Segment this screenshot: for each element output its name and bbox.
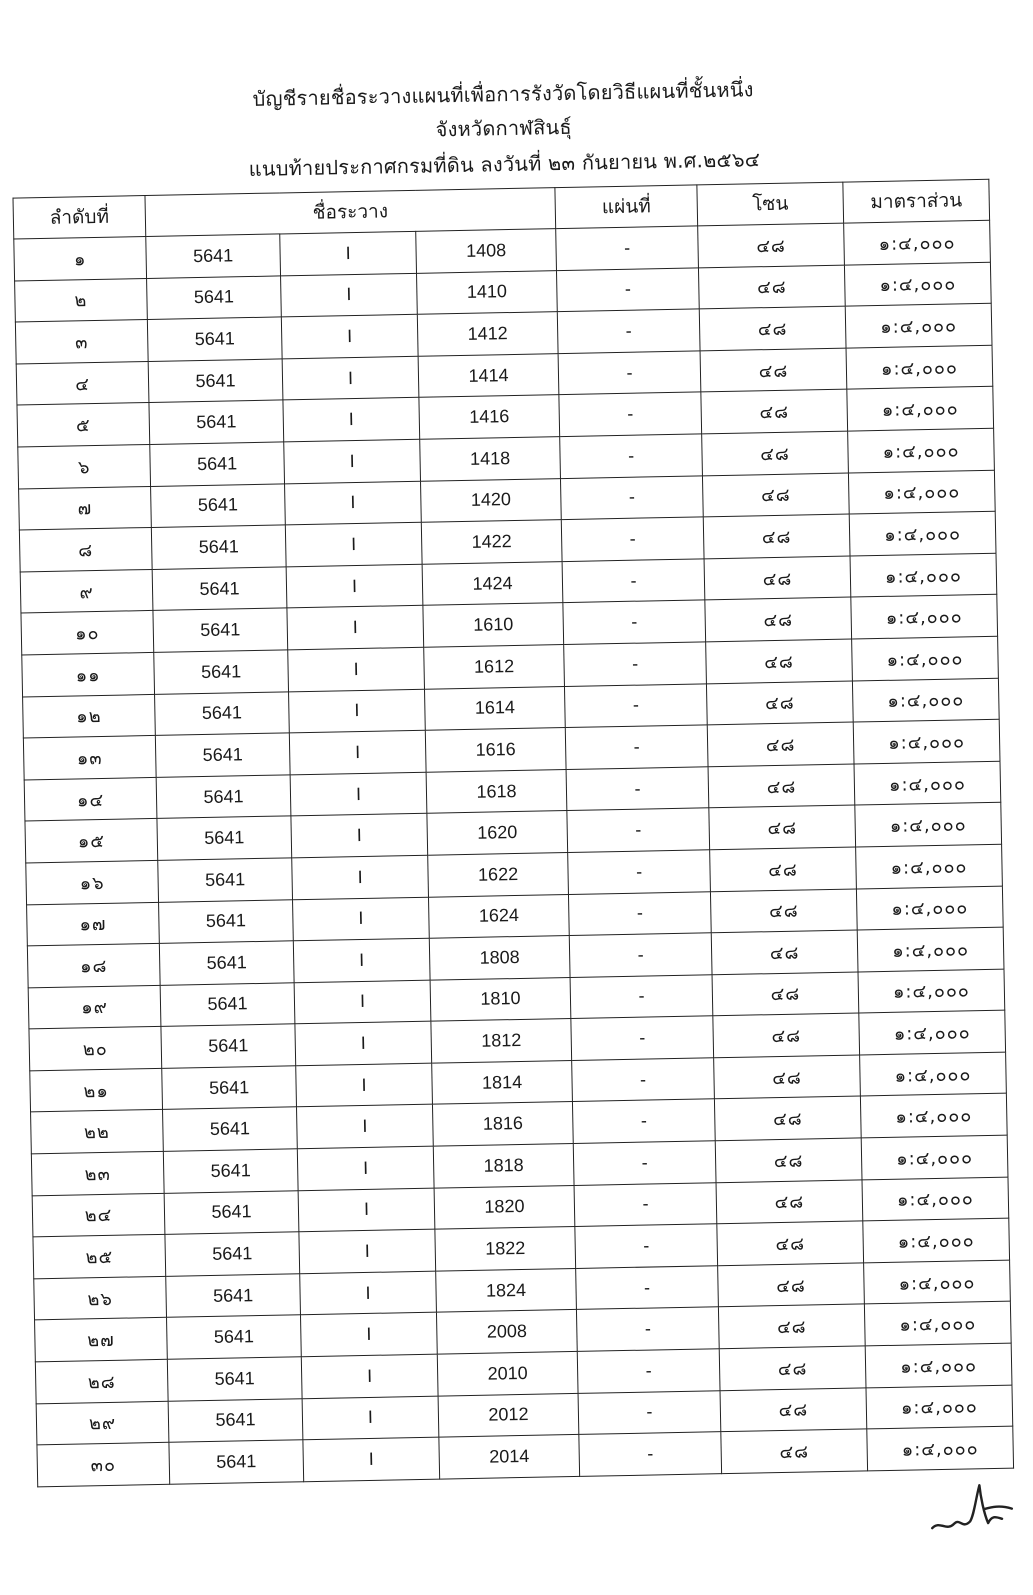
cell-sheet-part-a: 5641 bbox=[155, 733, 290, 777]
cell-map: - bbox=[570, 974, 713, 1018]
cell-map: - bbox=[563, 600, 706, 644]
cell-seq: ๕ bbox=[17, 403, 150, 447]
cell-sheet-part-a: 5641 bbox=[151, 525, 286, 569]
cell-zone: ๔๘ bbox=[713, 1013, 860, 1057]
cell-map: - bbox=[561, 517, 704, 561]
cell-sheet-part-c: 1408 bbox=[416, 229, 557, 273]
cell-sheet-part-a: 5641 bbox=[154, 650, 289, 694]
cell-sheet-part-b: I bbox=[284, 439, 421, 483]
cell-map: - bbox=[562, 559, 705, 603]
cell-seq: ๒๑ bbox=[30, 1068, 163, 1112]
cell-sheet-part-c: 1816 bbox=[432, 1102, 573, 1146]
cell-sheet-part-b: I bbox=[298, 1188, 435, 1232]
cell-sheet-part-b: I bbox=[297, 1146, 434, 1190]
header-map: แผ่นที่ bbox=[555, 185, 698, 229]
cell-scale: ๑:๔,๐๐๐ bbox=[863, 1218, 1010, 1262]
cell-zone: ๔๘ bbox=[720, 1388, 867, 1432]
cell-sheet-part-a: 5641 bbox=[168, 1398, 303, 1442]
document-title: บัญชีรายชื่อระวางแผนที่เพื่อการรังวัดโดยวิธีแผนที่ชั้นหนึ่ง bbox=[252, 77, 754, 111]
cell-sheet-part-b: I bbox=[299, 1229, 436, 1273]
cell-sheet-part-a: 5641 bbox=[153, 608, 288, 652]
cell-scale: ๑:๔,๐๐๐ bbox=[856, 844, 1003, 888]
cell-zone: ๔๘ bbox=[703, 514, 850, 558]
cell-sheet-part-a: 5641 bbox=[147, 276, 282, 320]
cell-seq: ๒๖ bbox=[34, 1276, 167, 1320]
cell-sheet-part-b: I bbox=[291, 814, 428, 858]
cell-sheet-part-a: 5641 bbox=[161, 1024, 296, 1068]
cell-zone: ๔๘ bbox=[707, 722, 854, 766]
cell-map: - bbox=[558, 351, 701, 395]
cell-scale: ๑:๔,๐๐๐ bbox=[850, 553, 997, 597]
cell-scale: ๑:๔,๐๐๐ bbox=[867, 1426, 1014, 1470]
cell-sheet-part-a: 5641 bbox=[152, 567, 287, 611]
cell-scale: ๑:๔,๐๐๐ bbox=[844, 220, 991, 264]
cell-seq: ๗ bbox=[19, 486, 152, 530]
cell-sheet-part-a: 5641 bbox=[155, 691, 290, 735]
cell-sheet-part-b: I bbox=[295, 1021, 432, 1065]
cell-seq: ๓๐ bbox=[37, 1443, 170, 1487]
cell-scale: ๑:๔,๐๐๐ bbox=[865, 1343, 1012, 1387]
cell-sheet-part-c: 1620 bbox=[427, 811, 568, 855]
cell-sheet-part-a: 5641 bbox=[162, 1066, 297, 1110]
cell-sheet-part-b: I bbox=[285, 481, 422, 525]
announcement-reference: แนบท้ายประกาศกรมที่ดิน ลงวันที่ ๒๓ กันยายน พ.ศ.๒๕๖๔ bbox=[248, 147, 761, 182]
cell-scale: ๑:๔,๐๐๐ bbox=[859, 1010, 1006, 1054]
cell-seq: ๓ bbox=[15, 320, 148, 364]
cell-scale: ๑:๔,๐๐๐ bbox=[845, 303, 992, 347]
cell-sheet-part-b: I bbox=[300, 1271, 437, 1315]
cell-sheet-part-a: 5641 bbox=[147, 317, 282, 361]
cell-sheet-part-c: 1616 bbox=[425, 728, 566, 772]
cell-sheet-part-c: 1412 bbox=[417, 312, 558, 356]
cell-zone: ๔๘ bbox=[702, 473, 849, 517]
cell-map: - bbox=[564, 642, 707, 686]
cell-scale: ๑:๔,๐๐๐ bbox=[849, 511, 996, 555]
table-body bbox=[14, 220, 1014, 1486]
cell-zone: ๔๘ bbox=[718, 1263, 865, 1307]
cell-sheet-part-b: I bbox=[280, 231, 417, 275]
cell-sheet-part-b: I bbox=[302, 1396, 439, 1440]
cell-sheet-part-a: 5641 bbox=[151, 483, 286, 527]
cell-sheet-part-a: 5641 bbox=[149, 400, 284, 444]
cell-seq: ๑๐ bbox=[21, 611, 154, 655]
cell-seq: ๒๓ bbox=[31, 1151, 164, 1195]
cell-map: - bbox=[557, 309, 700, 353]
cell-sheet-part-b: I bbox=[292, 855, 429, 899]
cell-sheet-part-c: 1622 bbox=[428, 852, 569, 896]
signature-mark bbox=[925, 1479, 1016, 1541]
cell-seq: ๒๒ bbox=[31, 1110, 164, 1154]
cell-scale: ๑:๔,๐๐๐ bbox=[855, 803, 1002, 847]
cell-sheet-part-b: I bbox=[287, 606, 424, 650]
cell-scale: ๑:๔,๐๐๐ bbox=[848, 470, 995, 514]
cell-sheet-part-b: I bbox=[289, 730, 426, 774]
cell-sheet-part-a: 5641 bbox=[158, 858, 293, 902]
cell-scale: ๑:๔,๐๐๐ bbox=[844, 262, 991, 306]
cell-seq: ๑๗ bbox=[27, 902, 160, 946]
cell-zone: ๔๘ bbox=[702, 431, 849, 475]
cell-seq: ๒๐ bbox=[29, 1027, 162, 1071]
cell-seq: ๑๔ bbox=[24, 777, 157, 821]
cell-seq: ๑๓ bbox=[23, 736, 156, 780]
cell-seq: ๑๙ bbox=[28, 985, 161, 1029]
cell-zone: ๔๘ bbox=[719, 1346, 866, 1390]
cell-sheet-part-c: 1808 bbox=[429, 936, 570, 980]
cell-map: - bbox=[566, 767, 709, 811]
cell-sheet-part-c: 1418 bbox=[420, 437, 561, 481]
cell-sheet-part-a: 5641 bbox=[169, 1440, 304, 1484]
cell-map: - bbox=[561, 475, 704, 519]
cell-sheet-part-a: 5641 bbox=[150, 442, 285, 486]
cell-seq: ๘ bbox=[19, 528, 152, 572]
cell-sheet-part-c: 1618 bbox=[426, 769, 567, 813]
cell-sheet-part-b: I bbox=[285, 522, 422, 566]
cell-zone: ๔๘ bbox=[698, 265, 845, 309]
cell-sheet-part-b: I bbox=[301, 1354, 438, 1398]
header-scale: มาตราส่วน bbox=[843, 179, 990, 223]
cell-sheet-part-c: 1414 bbox=[418, 353, 559, 397]
cell-sheet-part-b: I bbox=[293, 938, 430, 982]
cell-scale: ๑:๔,๐๐๐ bbox=[861, 1135, 1008, 1179]
header-zone: โซน bbox=[697, 182, 844, 226]
cell-zone: ๔๘ bbox=[700, 348, 847, 392]
cell-sheet-part-c: 2012 bbox=[438, 1393, 579, 1437]
cell-scale: ๑:๔,๐๐๐ bbox=[858, 969, 1005, 1013]
cell-sheet-part-c: 1612 bbox=[424, 645, 565, 689]
cell-sheet-part-b: I bbox=[293, 897, 430, 941]
cell-seq: ๔ bbox=[16, 361, 149, 405]
cell-seq: ๒ bbox=[15, 278, 148, 322]
header-seq: ลำดับที่ bbox=[13, 196, 146, 240]
cell-sheet-part-c: 1624 bbox=[428, 894, 569, 938]
cell-zone: ๔๘ bbox=[699, 306, 846, 350]
cell-sheet-part-a: 5641 bbox=[164, 1190, 299, 1234]
cell-zone: ๔๘ bbox=[704, 556, 851, 600]
sheet-list-table bbox=[12, 179, 1014, 1487]
cell-zone: ๔๘ bbox=[716, 1180, 863, 1224]
cell-map: - bbox=[572, 1099, 715, 1143]
cell-seq: ๑๕ bbox=[25, 819, 158, 863]
cell-sheet-part-c: 1416 bbox=[419, 395, 560, 439]
cell-zone: ๔๘ bbox=[708, 764, 855, 808]
cell-sheet-part-b: I bbox=[297, 1105, 434, 1149]
cell-zone: ๔๘ bbox=[706, 681, 853, 725]
cell-zone: ๔๘ bbox=[714, 1055, 861, 1099]
cell-map: - bbox=[573, 1141, 716, 1185]
cell-scale: ๑:๔,๐๐๐ bbox=[864, 1260, 1011, 1304]
cell-scale: ๑:๔,๐๐๐ bbox=[856, 886, 1003, 930]
cell-map: - bbox=[576, 1307, 719, 1351]
cell-sheet-part-c: 1814 bbox=[432, 1060, 573, 1104]
cell-sheet-part-c: 1424 bbox=[422, 561, 563, 605]
cell-sheet-part-c: 1610 bbox=[423, 603, 564, 647]
cell-zone: ๔๘ bbox=[712, 972, 859, 1016]
cell-sheet-part-c: 2008 bbox=[436, 1310, 577, 1354]
cell-scale: ๑:๔,๐๐๐ bbox=[853, 719, 1000, 763]
cell-sheet-part-c: 1420 bbox=[420, 478, 561, 522]
cell-seq: ๒๘ bbox=[35, 1359, 168, 1403]
cell-seq: ๑๖ bbox=[26, 860, 159, 904]
cell-sheet-part-c: 1614 bbox=[424, 686, 565, 730]
cell-map: - bbox=[579, 1432, 722, 1476]
cell-sheet-part-c: 1810 bbox=[430, 977, 571, 1021]
cell-sheet-part-b: I bbox=[286, 564, 423, 608]
cell-seq: ๑๑ bbox=[22, 652, 155, 696]
cell-sheet-part-b: I bbox=[281, 315, 418, 359]
cell-map: - bbox=[574, 1182, 717, 1226]
cell-sheet-part-c: 1422 bbox=[421, 520, 562, 564]
cell-scale: ๑:๔,๐๐๐ bbox=[852, 636, 999, 680]
cell-sheet-part-c: 1820 bbox=[434, 1185, 575, 1229]
cell-scale: ๑:๔,๐๐๐ bbox=[854, 761, 1001, 805]
cell-map: - bbox=[568, 891, 711, 935]
cell-sheet-part-b: I bbox=[288, 647, 425, 691]
cell-scale: ๑:๔,๐๐๐ bbox=[851, 595, 998, 639]
cell-sheet-part-b: I bbox=[283, 398, 420, 442]
cell-map: - bbox=[564, 683, 707, 727]
cell-scale: ๑:๔,๐๐๐ bbox=[848, 428, 995, 472]
cell-map: - bbox=[556, 226, 699, 270]
cell-zone: ๔๘ bbox=[709, 805, 856, 849]
cell-sheet-part-a: 5641 bbox=[160, 982, 295, 1026]
cell-map: - bbox=[571, 1016, 714, 1060]
cell-zone: ๔๘ bbox=[701, 389, 848, 433]
cell-zone: ๔๘ bbox=[710, 847, 857, 891]
cell-map: - bbox=[577, 1349, 720, 1393]
cell-sheet-part-c: 2014 bbox=[439, 1435, 580, 1479]
cell-sheet-part-a: 5641 bbox=[157, 816, 292, 860]
cell-sheet-part-a: 5641 bbox=[166, 1274, 301, 1318]
cell-sheet-part-c: 1824 bbox=[436, 1268, 577, 1312]
cell-map: - bbox=[569, 933, 712, 977]
cell-seq: ๒๙ bbox=[36, 1401, 169, 1445]
cell-zone: ๔๘ bbox=[706, 639, 853, 683]
cell-zone: ๔๘ bbox=[721, 1429, 868, 1473]
cell-sheet-part-a: 5641 bbox=[156, 775, 291, 819]
cell-sheet-part-a: 5641 bbox=[163, 1149, 298, 1193]
cell-sheet-part-b: I bbox=[300, 1313, 437, 1357]
cell-seq: ๑๒ bbox=[23, 694, 156, 738]
cell-seq: ๙ bbox=[20, 569, 153, 613]
cell-scale: ๑:๔,๐๐๐ bbox=[847, 387, 994, 431]
cell-sheet-part-a: 5641 bbox=[165, 1232, 300, 1276]
cell-zone: ๔๘ bbox=[710, 888, 857, 932]
cell-sheet-part-a: 5641 bbox=[163, 1107, 298, 1151]
cell-seq: ๒๔ bbox=[32, 1193, 165, 1237]
province-name: จังหวัดกาฬสินธุ์ bbox=[435, 114, 573, 142]
cell-seq: ๖ bbox=[18, 444, 151, 488]
cell-sheet-part-b: I bbox=[303, 1437, 440, 1481]
cell-map: - bbox=[560, 434, 703, 478]
cell-scale: ๑:๔,๐๐๐ bbox=[857, 927, 1004, 971]
cell-sheet-part-b: I bbox=[290, 772, 427, 816]
cell-zone: ๔๘ bbox=[705, 597, 852, 641]
cell-sheet-part-c: 1812 bbox=[431, 1019, 572, 1063]
cell-sheet-part-b: I bbox=[296, 1063, 433, 1107]
cell-map: - bbox=[576, 1266, 719, 1310]
cell-map: - bbox=[559, 392, 702, 436]
cell-sheet-part-a: 5641 bbox=[167, 1315, 302, 1359]
cell-zone: ๔๘ bbox=[717, 1221, 864, 1265]
cell-map: - bbox=[572, 1058, 715, 1102]
cell-map: - bbox=[565, 725, 708, 769]
cell-zone: ๔๘ bbox=[714, 1096, 861, 1140]
cell-sheet-part-a: 5641 bbox=[146, 234, 281, 278]
cell-sheet-part-a: 5641 bbox=[148, 359, 283, 403]
cell-seq: ๑ bbox=[14, 237, 147, 281]
cell-sheet-part-b: I bbox=[281, 273, 418, 317]
cell-scale: ๑:๔,๐๐๐ bbox=[866, 1385, 1013, 1429]
cell-seq: ๒๕ bbox=[33, 1235, 166, 1279]
cell-zone: ๔๘ bbox=[698, 223, 845, 267]
cell-map: - bbox=[567, 808, 710, 852]
cell-sheet-part-b: I bbox=[282, 356, 419, 400]
cell-sheet-part-a: 5641 bbox=[159, 899, 294, 943]
cell-sheet-part-a: 5641 bbox=[167, 1357, 302, 1401]
cell-map: - bbox=[568, 850, 711, 894]
cell-scale: ๑:๔,๐๐๐ bbox=[852, 678, 999, 722]
cell-map: - bbox=[575, 1224, 718, 1268]
cell-zone: ๔๘ bbox=[715, 1138, 862, 1182]
cell-sheet-part-c: 1818 bbox=[433, 1144, 574, 1188]
cell-scale: ๑:๔,๐๐๐ bbox=[864, 1302, 1011, 1346]
cell-map: - bbox=[557, 268, 700, 312]
cell-scale: ๑:๔,๐๐๐ bbox=[860, 1052, 1007, 1096]
cell-seq: ๒๗ bbox=[35, 1318, 168, 1362]
cell-zone: ๔๘ bbox=[711, 930, 858, 974]
cell-scale: ๑:๔,๐๐๐ bbox=[860, 1094, 1007, 1138]
cell-sheet-part-c: 1410 bbox=[417, 270, 558, 314]
cell-sheet-part-b: I bbox=[289, 689, 426, 733]
cell-seq: ๑๘ bbox=[27, 943, 160, 987]
cell-scale: ๑:๔,๐๐๐ bbox=[862, 1177, 1009, 1221]
cell-map: - bbox=[578, 1390, 721, 1434]
cell-scale: ๑:๔,๐๐๐ bbox=[846, 345, 993, 389]
cell-sheet-part-c: 1822 bbox=[435, 1227, 576, 1271]
cell-zone: ๔๘ bbox=[718, 1304, 865, 1348]
cell-sheet-part-c: 2010 bbox=[437, 1351, 578, 1395]
cell-sheet-part-b: I bbox=[294, 980, 431, 1024]
cell-sheet-part-a: 5641 bbox=[159, 941, 294, 985]
header-sheet-name: ชื่อระวาง bbox=[145, 188, 556, 237]
